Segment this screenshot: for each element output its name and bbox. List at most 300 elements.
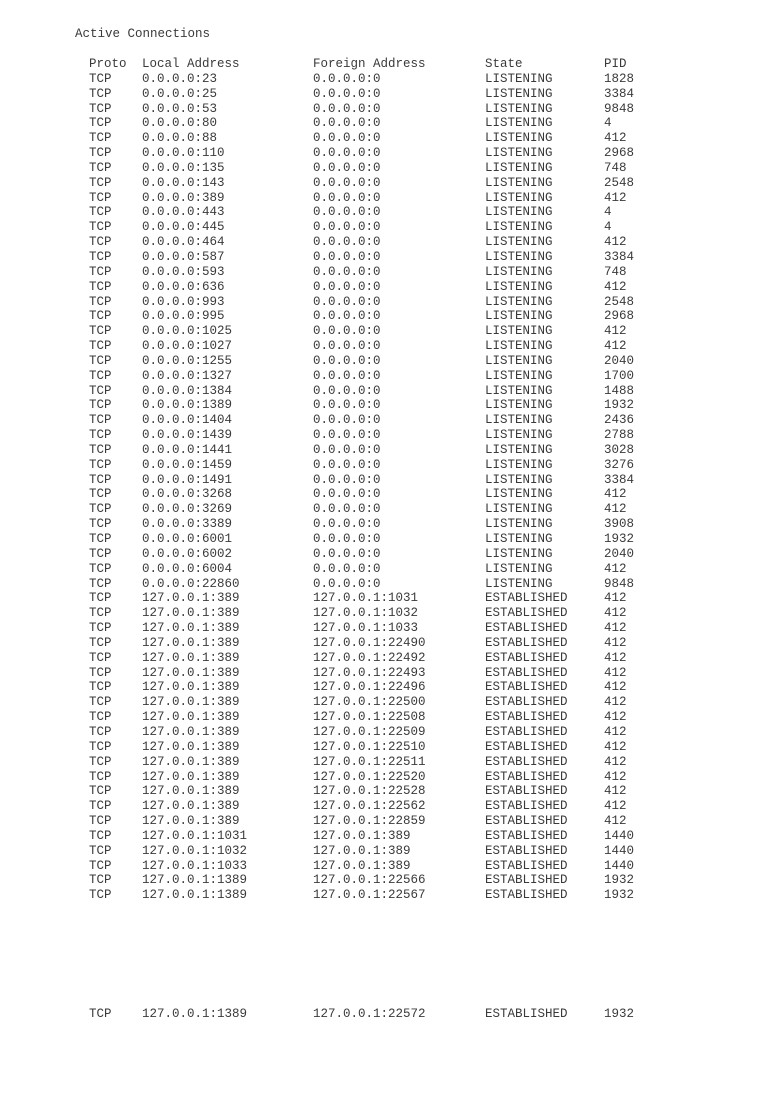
table-row — [89, 532, 635, 547]
table-row — [89, 710, 627, 725]
cell-local-address: 127.0.0.1:389 — [142, 710, 240, 725]
cell-state: ESTABLISHED — [485, 799, 568, 814]
connections-table — [89, 57, 635, 903]
cell-proto: TCP — [89, 368, 112, 383]
cell-state: ESTABLISHED — [485, 695, 568, 710]
table-row — [89, 546, 635, 562]
cell-foreign-address: 0.0.0.0:0 — [313, 383, 381, 398]
cell-pid: 1440 — [604, 858, 635, 873]
cell-pid: 412 — [604, 695, 627, 710]
table-row — [89, 86, 635, 102]
cell-local-address: 0.0.0.0:389 — [142, 190, 225, 205]
cell-proto: TCP — [89, 249, 112, 264]
cell-proto: TCP — [89, 101, 112, 116]
cell-proto: TCP — [89, 591, 112, 606]
cell-foreign-address: 0.0.0.0:0 — [313, 205, 381, 220]
cell-state: ESTABLISHED — [485, 873, 568, 888]
cell-proto: TCP — [89, 324, 112, 339]
cell-local-address: 0.0.0.0:1025 — [142, 324, 233, 339]
cell-state: ESTABLISHED — [485, 665, 568, 680]
cell-foreign-address: 0.0.0.0:0 — [313, 101, 381, 116]
cell-state: LISTENING — [485, 71, 553, 86]
cell-local-address: 0.0.0.0:445 — [142, 220, 225, 235]
cell-pid: 1932 — [604, 1007, 635, 1021]
cell-state: ESTABLISHED — [485, 814, 568, 829]
cell-local-address: 0.0.0.0:636 — [142, 279, 225, 294]
cell-pid: 2548 — [604, 175, 635, 190]
cell-state: ESTABLISHED — [485, 769, 568, 784]
table-row — [89, 561, 627, 577]
cell-local-address: 127.0.0.1:1032 — [142, 843, 248, 858]
cell-pid: 412 — [604, 502, 627, 517]
cell-local-address: 127.0.0.1:389 — [142, 650, 240, 665]
cell-proto: TCP — [89, 235, 112, 250]
cell-foreign-address: 0.0.0.0:0 — [313, 517, 381, 532]
cell-foreign-address: 127.0.0.1:389 — [313, 843, 411, 858]
cell-local-address: 127.0.0.1:1389 — [142, 1007, 248, 1021]
cell-pid: 3028 — [604, 442, 635, 457]
cell-pid: 2968 — [604, 146, 635, 161]
cell-local-address: 0.0.0.0:593 — [142, 264, 225, 279]
cell-state: LISTENING — [485, 116, 553, 131]
cell-pid: 412 — [604, 339, 627, 354]
cell-state: LISTENING — [485, 175, 553, 190]
cell-local-address: 127.0.0.1:1031 — [142, 828, 248, 843]
cell-pid: 412 — [604, 487, 627, 502]
cell-state: LISTENING — [485, 561, 553, 576]
table-row — [89, 873, 635, 888]
cell-local-address: 0.0.0.0:993 — [142, 294, 225, 309]
table-row — [89, 442, 635, 458]
cell-foreign-address: 0.0.0.0:0 — [313, 220, 381, 235]
cell-foreign-address: 127.0.0.1:22511 — [313, 754, 426, 769]
cell-local-address: 127.0.0.1:389 — [142, 680, 240, 695]
table-row — [89, 799, 627, 814]
cell-proto: TCP — [89, 532, 112, 546]
cell-pid: 412 — [604, 650, 627, 665]
cell-foreign-address: 0.0.0.0:0 — [313, 235, 381, 250]
cell-pid: 412 — [604, 814, 627, 829]
table-row — [89, 635, 627, 651]
cell-proto: TCP — [89, 799, 112, 814]
cell-proto: TCP — [89, 116, 112, 131]
cell-proto: TCP — [89, 383, 112, 398]
cell-foreign-address: 127.0.0.1:1031 — [313, 591, 419, 606]
cell-foreign-address: 0.0.0.0:0 — [313, 249, 381, 264]
cell-state: ESTABLISHED — [485, 754, 568, 769]
cell-proto: TCP — [89, 353, 112, 368]
table-row — [89, 368, 635, 384]
cell-state: ESTABLISHED — [485, 635, 568, 650]
cell-pid: 9848 — [604, 101, 635, 116]
cell-pid: 748 — [604, 264, 627, 279]
cell-proto: TCP — [89, 858, 112, 873]
cell-foreign-address: 127.0.0.1:22493 — [313, 665, 426, 680]
cell-local-address: 127.0.0.1:1389 — [142, 888, 248, 903]
cell-local-address: 0.0.0.0:53 — [142, 101, 218, 116]
cell-pid: 748 — [604, 160, 627, 175]
cell-state: LISTENING — [485, 353, 553, 368]
cell-state: LISTENING — [485, 576, 553, 591]
cell-local-address: 0.0.0.0:6004 — [142, 561, 233, 576]
cell-state: LISTENING — [485, 368, 553, 383]
cell-proto: TCP — [89, 784, 112, 799]
column-header-state: State — [485, 57, 523, 71]
cell-foreign-address: 127.0.0.1:22496 — [313, 680, 426, 695]
cell-foreign-address: 127.0.0.1:22508 — [313, 710, 426, 725]
cell-local-address: 127.0.0.1:389 — [142, 784, 240, 799]
cell-proto: TCP — [89, 828, 112, 843]
cell-state: LISTENING — [485, 472, 553, 487]
cell-local-address: 0.0.0.0:464 — [142, 235, 225, 250]
cell-pid: 412 — [604, 279, 627, 294]
cell-state: LISTENING — [485, 190, 553, 205]
table-row — [89, 220, 612, 235]
table-row — [89, 814, 627, 829]
cell-state: LISTENING — [485, 413, 553, 428]
cell-foreign-address: 0.0.0.0:0 — [313, 576, 381, 591]
cell-pid: 4 — [604, 116, 612, 131]
cell-local-address: 0.0.0.0:1384 — [142, 383, 233, 398]
table-row — [89, 398, 635, 413]
cell-foreign-address: 0.0.0.0:0 — [313, 457, 381, 472]
cell-foreign-address: 0.0.0.0:0 — [313, 131, 381, 146]
cell-foreign-address: 0.0.0.0:0 — [313, 294, 381, 309]
cell-state: ESTABLISHED — [485, 606, 568, 621]
table-row — [89, 784, 627, 799]
table-row — [89, 695, 627, 710]
cell-pid: 412 — [604, 680, 627, 695]
cell-pid: 412 — [604, 799, 627, 814]
table-row — [89, 324, 627, 339]
cell-pid: 412 — [604, 561, 627, 576]
cell-pid: 3276 — [604, 457, 635, 472]
cell-foreign-address: 0.0.0.0:0 — [313, 116, 381, 131]
cell-proto: TCP — [89, 814, 112, 829]
cell-foreign-address: 127.0.0.1:389 — [313, 858, 411, 873]
cell-foreign-address: 0.0.0.0:0 — [313, 279, 381, 294]
cell-state: ESTABLISHED — [485, 828, 568, 843]
table-row — [89, 428, 635, 443]
cell-pid: 2788 — [604, 428, 635, 443]
cell-state: ESTABLISHED — [485, 784, 568, 799]
cell-foreign-address: 0.0.0.0:0 — [313, 71, 381, 86]
cell-proto: TCP — [89, 502, 112, 517]
cell-pid: 3384 — [604, 86, 635, 101]
cell-pid: 412 — [604, 621, 627, 636]
cell-pid: 1700 — [604, 368, 635, 383]
cell-state: ESTABLISHED — [485, 739, 568, 754]
cell-pid: 412 — [604, 235, 627, 250]
cell-proto: TCP — [89, 309, 112, 324]
cell-state: LISTENING — [485, 160, 553, 175]
cell-foreign-address: 127.0.0.1:22528 — [313, 784, 426, 799]
cell-state: ESTABLISHED — [485, 680, 568, 695]
cell-local-address: 127.0.0.1:389 — [142, 814, 240, 829]
cell-local-address: 0.0.0.0:1327 — [142, 368, 233, 383]
cell-state: LISTENING — [485, 146, 553, 161]
cell-state: ESTABLISHED — [485, 710, 568, 725]
table-row — [89, 502, 627, 517]
cell-state: LISTENING — [485, 101, 553, 116]
cell-foreign-address: 0.0.0.0:0 — [313, 502, 381, 517]
cell-foreign-address: 0.0.0.0:0 — [313, 442, 381, 457]
cell-proto: TCP — [89, 428, 112, 443]
cell-foreign-address: 0.0.0.0:0 — [313, 309, 381, 324]
table-row — [89, 591, 627, 606]
cell-state: LISTENING — [485, 86, 553, 101]
cell-state: LISTENING — [485, 502, 553, 517]
table-row — [89, 457, 635, 473]
cell-state: LISTENING — [485, 457, 553, 472]
cell-foreign-address: 127.0.0.1:1032 — [313, 606, 419, 621]
table-row — [89, 71, 635, 87]
table-row — [89, 309, 635, 324]
table-row — [89, 249, 635, 265]
cell-pid: 412 — [604, 591, 627, 606]
cell-local-address: 127.0.0.1:1033 — [142, 858, 248, 873]
cell-local-address: 0.0.0.0:587 — [142, 249, 225, 264]
table-row — [89, 487, 627, 502]
cell-foreign-address: 127.0.0.1:22572 — [313, 1007, 426, 1021]
cell-local-address: 127.0.0.1:389 — [142, 739, 240, 754]
cell-proto: TCP — [89, 635, 112, 650]
cell-pid: 1932 — [604, 398, 635, 413]
cell-foreign-address: 127.0.0.1:22490 — [313, 635, 426, 650]
cell-foreign-address: 127.0.0.1:1033 — [313, 621, 419, 636]
cell-proto: TCP — [89, 606, 112, 621]
cell-local-address: 0.0.0.0:6002 — [142, 546, 233, 561]
cell-local-address: 0.0.0.0:80 — [142, 116, 218, 131]
table-row — [89, 160, 627, 176]
cell-local-address: 0.0.0.0:1441 — [142, 442, 233, 457]
cell-foreign-address: 127.0.0.1:22566 — [313, 873, 426, 888]
cell-local-address: 0.0.0.0:88 — [142, 131, 218, 146]
cell-foreign-address: 0.0.0.0:0 — [313, 175, 381, 190]
cell-pid: 412 — [604, 739, 627, 754]
cell-proto: TCP — [89, 442, 112, 457]
table-row — [89, 517, 635, 532]
cell-pid: 3908 — [604, 517, 635, 532]
cell-pid: 412 — [604, 635, 627, 650]
cell-proto: TCP — [89, 205, 112, 220]
cell-local-address: 127.0.0.1:389 — [142, 754, 240, 769]
cell-state: LISTENING — [485, 339, 553, 354]
cell-proto: TCP — [89, 339, 112, 354]
cell-local-address: 0.0.0.0:995 — [142, 309, 225, 324]
cell-foreign-address: 0.0.0.0:0 — [313, 413, 381, 428]
table-row — [89, 101, 635, 117]
table-row — [89, 754, 627, 770]
column-header-proto: Proto — [89, 57, 127, 71]
table-row — [89, 888, 635, 903]
cell-state: LISTENING — [485, 428, 553, 443]
cell-state: LISTENING — [485, 205, 553, 220]
cell-pid: 412 — [604, 665, 627, 680]
cell-local-address: 0.0.0.0:23 — [142, 71, 218, 86]
cell-proto: TCP — [89, 294, 112, 309]
table-row — [89, 116, 612, 131]
cell-local-address: 0.0.0.0:135 — [142, 160, 225, 175]
table-row — [89, 739, 627, 755]
cell-foreign-address: 0.0.0.0:0 — [313, 532, 381, 546]
cell-proto: TCP — [89, 843, 112, 858]
cell-state: LISTENING — [485, 294, 553, 309]
cell-local-address: 127.0.0.1:389 — [142, 769, 240, 784]
table-row — [89, 665, 627, 681]
cell-local-address: 0.0.0.0:1491 — [142, 472, 233, 487]
table-row — [89, 858, 635, 874]
cell-pid: 1488 — [604, 383, 635, 398]
cell-local-address: 0.0.0.0:6001 — [142, 532, 233, 546]
cell-state: LISTENING — [485, 220, 553, 235]
cell-state: LISTENING — [485, 249, 553, 264]
cell-proto: TCP — [89, 517, 112, 532]
cell-state: ESTABLISHED — [485, 858, 568, 873]
cell-foreign-address: 0.0.0.0:0 — [313, 487, 381, 502]
cell-pid: 412 — [604, 324, 627, 339]
table-row — [89, 279, 627, 295]
cell-proto: TCP — [89, 160, 112, 175]
cell-pid: 2436 — [604, 413, 635, 428]
cell-proto: TCP — [89, 131, 112, 146]
cell-proto: TCP — [89, 576, 112, 591]
cell-proto: TCP — [89, 710, 112, 725]
cell-foreign-address: 0.0.0.0:0 — [313, 146, 381, 161]
cell-state: LISTENING — [485, 279, 553, 294]
cell-pid: 2040 — [604, 353, 635, 368]
cell-foreign-address: 0.0.0.0:0 — [313, 160, 381, 175]
cell-state: ESTABLISHED — [485, 650, 568, 665]
cell-pid: 4 — [604, 205, 612, 220]
cell-proto: TCP — [89, 413, 112, 428]
cell-foreign-address: 0.0.0.0:0 — [313, 472, 381, 487]
cell-local-address: 0.0.0.0:110 — [142, 146, 225, 161]
table-row — [89, 205, 612, 220]
cell-foreign-address: 0.0.0.0:0 — [313, 561, 381, 576]
cell-proto: TCP — [89, 739, 112, 754]
cell-state: LISTENING — [485, 324, 553, 339]
cell-proto: TCP — [89, 86, 112, 101]
table-row — [89, 769, 627, 785]
cell-foreign-address: 0.0.0.0:0 — [313, 353, 381, 368]
cell-local-address: 127.0.0.1:1389 — [142, 873, 248, 888]
cell-proto: TCP — [89, 769, 112, 784]
cell-state: ESTABLISHED — [485, 1007, 568, 1021]
cell-pid: 412 — [604, 754, 627, 769]
cell-proto: TCP — [89, 680, 112, 695]
cell-proto: TCP — [89, 264, 112, 279]
cell-foreign-address: 127.0.0.1:22500 — [313, 695, 426, 710]
cell-state: LISTENING — [485, 487, 553, 502]
cell-proto: TCP — [89, 873, 112, 888]
cell-pid: 1440 — [604, 843, 635, 858]
cell-pid: 9848 — [604, 576, 635, 591]
cell-state: ESTABLISHED — [485, 591, 568, 606]
cell-local-address: 0.0.0.0:3269 — [142, 502, 233, 517]
cell-proto: TCP — [89, 665, 112, 680]
cell-local-address: 0.0.0.0:3389 — [142, 517, 233, 532]
cell-proto: TCP — [89, 220, 112, 235]
cell-proto: TCP — [89, 888, 112, 903]
cell-state: ESTABLISHED — [485, 621, 568, 636]
cell-local-address: 0.0.0.0:1255 — [142, 353, 233, 368]
table-row — [89, 680, 627, 695]
cell-proto: TCP — [89, 754, 112, 769]
cell-foreign-address: 0.0.0.0:0 — [313, 546, 381, 561]
cell-proto: TCP — [89, 695, 112, 710]
cell-pid: 412 — [604, 131, 627, 146]
page-title: Active Connections — [75, 27, 211, 41]
cell-pid: 412 — [604, 784, 627, 799]
table-row — [89, 294, 635, 310]
column-header-foreign-address: Foreign Address — [313, 57, 426, 71]
cell-foreign-address: 127.0.0.1:22510 — [313, 739, 426, 754]
table-row — [89, 383, 635, 399]
cell-state: LISTENING — [485, 264, 553, 279]
cell-local-address: 0.0.0.0:1439 — [142, 428, 233, 443]
cell-local-address: 127.0.0.1:389 — [142, 695, 240, 710]
cell-foreign-address: 0.0.0.0:0 — [313, 339, 381, 354]
cell-state: LISTENING — [485, 131, 553, 146]
cell-local-address: 127.0.0.1:389 — [142, 665, 240, 680]
cell-pid: 1932 — [604, 532, 635, 546]
cell-local-address: 127.0.0.1:389 — [142, 621, 240, 636]
table-body — [89, 71, 635, 903]
cell-local-address: 0.0.0.0:22860 — [142, 576, 240, 591]
cell-state: LISTENING — [485, 532, 553, 546]
cell-local-address: 127.0.0.1:389 — [142, 799, 240, 814]
cell-local-address: 0.0.0.0:3268 — [142, 487, 233, 502]
cell-foreign-address: 0.0.0.0:0 — [313, 368, 381, 383]
cell-local-address: 0.0.0.0:25 — [142, 86, 218, 101]
cell-local-address: 127.0.0.1:389 — [142, 635, 240, 650]
cell-pid: 412 — [604, 769, 627, 784]
cell-pid: 2548 — [604, 294, 635, 309]
cell-foreign-address: 127.0.0.1:22520 — [313, 769, 426, 784]
cell-proto: TCP — [89, 561, 112, 576]
cell-proto: TCP — [89, 472, 112, 487]
table-row — [89, 413, 635, 428]
cell-foreign-address: 0.0.0.0:0 — [313, 428, 381, 443]
cell-pid: 2968 — [604, 309, 635, 324]
cell-proto: TCP — [89, 398, 112, 413]
cell-pid: 1440 — [604, 828, 635, 843]
cell-local-address: 0.0.0.0:143 — [142, 175, 225, 190]
cell-foreign-address: 127.0.0.1:22567 — [313, 888, 426, 903]
cell-local-address: 0.0.0.0:443 — [142, 205, 225, 220]
cell-pid: 2040 — [604, 546, 635, 561]
cell-pid: 412 — [604, 724, 627, 739]
table-row — [89, 190, 627, 206]
trailing-table-row — [89, 1007, 689, 1022]
table-row — [89, 131, 627, 146]
cell-state: LISTENING — [485, 398, 553, 413]
table-row — [89, 235, 627, 250]
cell-proto: TCP — [89, 457, 112, 472]
cell-state: LISTENING — [485, 442, 553, 457]
cell-state: ESTABLISHED — [485, 888, 568, 903]
cell-proto: TCP — [89, 621, 112, 636]
cell-proto: TCP — [89, 146, 112, 161]
cell-local-address: 0.0.0.0:1459 — [142, 457, 233, 472]
cell-pid: 1932 — [604, 873, 635, 888]
cell-local-address: 127.0.0.1:389 — [142, 591, 240, 606]
cell-proto: TCP — [89, 279, 112, 294]
cell-pid: 3384 — [604, 472, 635, 487]
cell-pid: 412 — [604, 710, 627, 725]
cell-local-address: 0.0.0.0:1404 — [142, 413, 233, 428]
